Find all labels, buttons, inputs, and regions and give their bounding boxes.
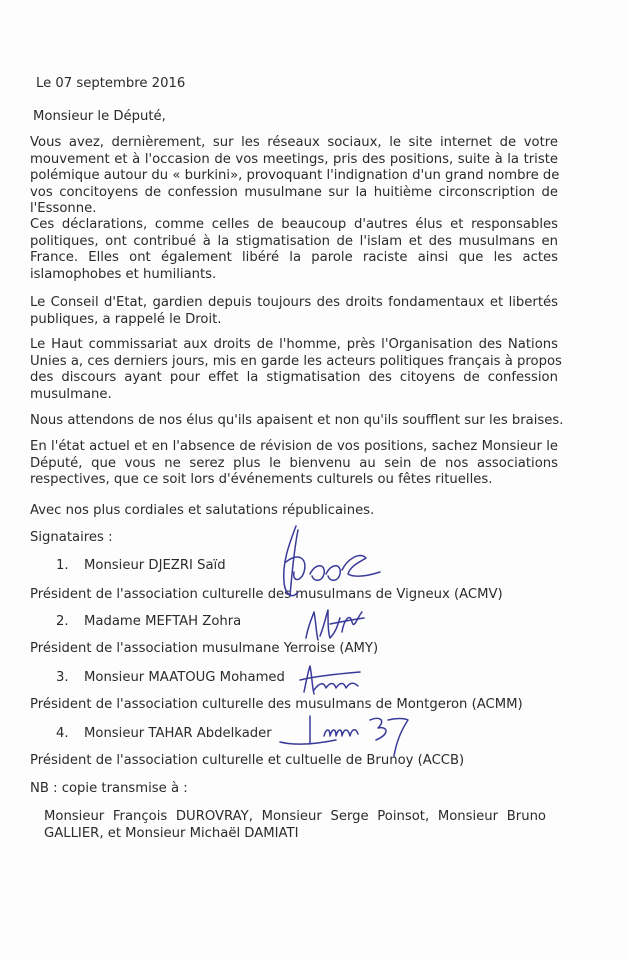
closing-line: Avec nos plus cordiales et salutations républicaines.	[30, 503, 375, 518]
paragraph-line: En l'état actuel et en l'absence de révision de vos positions, sachez Monsieur le	[30, 439, 558, 454]
signature-1	[268, 522, 388, 604]
paragraph-line: Le Conseil d'Etat, gardien depuis toujours des droits fondamentaux et libertés	[30, 295, 558, 310]
signatory-name: Madame MEFTAH Zohra	[84, 614, 242, 629]
paragraph-6	[30, 439, 558, 489]
signatory-number: 1.	[56, 558, 69, 573]
paragraph-line: islamophobes et humiliants.	[30, 266, 217, 282]
paragraph-line: l'Essonne.	[30, 201, 97, 216]
nb-line: Monsieur François DUROVRAY, Monsieur Serge Poinsot, Monsieur Bruno	[44, 809, 546, 824]
paragraph-line: Vous avez, dernièrement, sur les réseaux sociaux, le site internet de votre	[30, 135, 558, 150]
signatory-name: Monsieur MAATOUG Mohamed	[84, 670, 285, 685]
paragraph-line: Député, que vous ne serez plus le bienvenu au sein de nos associations	[30, 455, 558, 471]
signatory-role: Président de l'association culturelle des musulmans de Montgeron (ACMM)	[30, 697, 523, 712]
nb-label: NB : copie transmise à :	[30, 781, 188, 796]
signatory-role: Président de l'association culturelle des musulmans de Vigneux (ACMV)	[30, 587, 503, 602]
signatories-label: Signataires :	[30, 530, 113, 545]
paragraph-line: Unies a, ces derniers jours, mis en garde les acteurs politiques français à propos	[30, 353, 562, 369]
signature-4	[276, 712, 416, 768]
nb-recipients	[44, 809, 546, 842]
paragraph-line: vos concitoyens de confession musulmane sur la huitième circonscription de	[30, 184, 558, 200]
paragraph-line: publiques, a rappelé le Droit.	[30, 311, 222, 327]
signatory-number: 3.	[56, 670, 69, 685]
signature-2	[300, 602, 370, 648]
paragraph-line: France. Elles ont également libéré la parole raciste ainsi que les actes	[30, 250, 558, 265]
paragraph-line: mouvement et à l'occasion de vos meetings, pris des positions, suite à la triste	[30, 151, 558, 167]
signature-3	[296, 662, 366, 702]
signatory-name: Monsieur TAHAR Abdelkader	[84, 726, 272, 741]
nb-line: GALLIER, et Monsieur Michaël DAMIATI	[44, 825, 299, 841]
signatory-number: 4.	[56, 726, 69, 741]
paragraph-3	[30, 295, 558, 328]
signatory-role: Président de l'association culturelle et cultuelle de Brunoy (ACCB)	[30, 753, 465, 768]
salutation: Monsieur le Député,	[33, 109, 166, 124]
signatory-number: 2.	[56, 614, 69, 629]
letter-date: Le 07 septembre 2016	[36, 76, 186, 91]
signatory-name: Monsieur DJEZRI Saïd	[84, 558, 226, 573]
paragraph-1	[30, 135, 558, 218]
paragraph-line: Le Haut commissariat aux droits de l'homme, près l'Organisation des Nations	[30, 337, 558, 352]
paragraph-line: des discours ayant pour effet la stigmatisation des citoyens de confession	[30, 370, 558, 385]
paragraph-line: respectives, que ce soit lors d'événements culturels ou fêtes rituelles.	[30, 472, 493, 487]
paragraph-5	[30, 413, 564, 430]
paragraph-4	[30, 337, 562, 403]
paragraph-2	[30, 217, 558, 283]
paragraph-line: Nous attendons de nos élus qu'ils apaisent et non qu'ils soufflent sur les braises.	[30, 413, 564, 428]
paragraph-line: musulmane.	[30, 386, 112, 402]
signatory-role: Président de l'association musulmane Yerroise (AMY)	[30, 641, 379, 656]
paragraph-line: polémique autour du « burkini», provoquant l'indignation d'un grand nombre de	[30, 168, 560, 183]
paragraph-line: politiques, ont contribué à la stigmatisation de l'islam et des musulmans en	[30, 233, 558, 249]
paragraph-line: Ces déclarations, comme celles de beaucoup d'autres élus et responsables	[30, 217, 558, 232]
